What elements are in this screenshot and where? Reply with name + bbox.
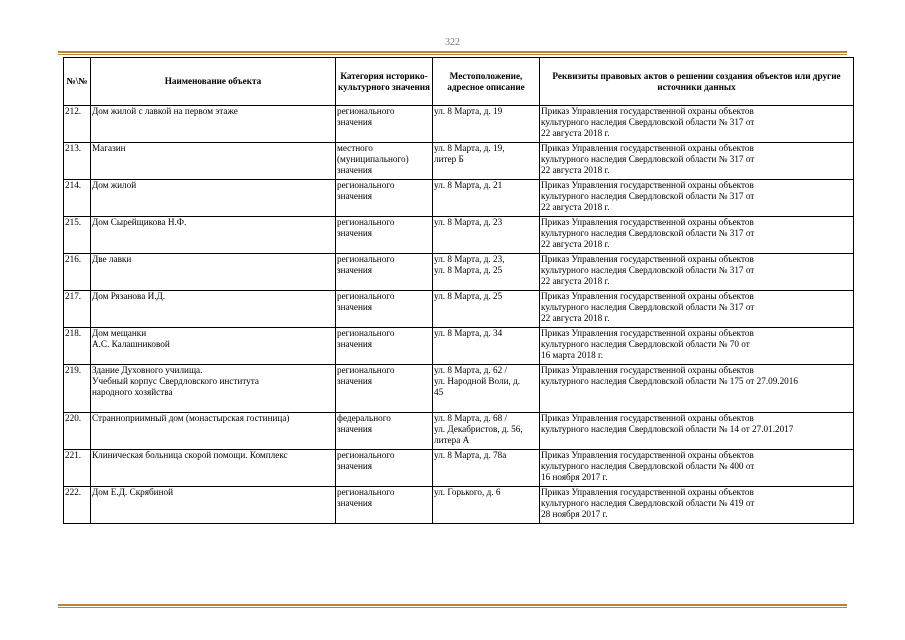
object-location: ул. 8 Марта, д. 21 [433,180,540,217]
header-rule [58,51,847,55]
footer-rule [58,604,847,608]
object-name: Две лавки [91,254,336,291]
object-location: ул. 8 Марта, д. 19 [433,106,540,143]
row-number: 220. [64,413,91,450]
object-name: Магазин [91,143,336,180]
object-name: Здание Духовного училища. Учебный корпус Свердловского института народного хозяйства [91,365,336,413]
legal-act: Приказ Управления государственной охраны объектов культурного наследия Свердловской области № 70 от 16 марта 2018 г. [540,328,854,365]
object-category: регионального значения [336,291,433,328]
row-number: 218. [64,328,91,365]
heritage-objects-table [63,57,854,524]
object-category: местного (муниципального) значения [336,143,433,180]
legal-act: Приказ Управления государственной охраны объектов культурного наследия Свердловской области № 400 от 16 ноября 2017 г. [540,450,854,487]
object-category: регионального значения [336,328,433,365]
row-number: 221. [64,450,91,487]
object-category: регионального значения [336,365,433,413]
legal-act: Приказ Управления государственной охраны объектов культурного наследия Свердловской области № 419 от 28 ноября 2017 г. [540,487,854,524]
object-location: ул. 8 Марта, д. 23 [433,217,540,254]
object-name: Дом Сырейщикова Н.Ф. [91,217,336,254]
object-name: Дом Рязанова И.Д. [91,291,336,328]
table-row [64,180,854,217]
row-number: 215. [64,217,91,254]
object-name: Клиническая больница скорой помощи. Комплекс [91,450,336,487]
legal-act: Приказ Управления государственной охраны объектов культурного наследия Свердловской области № 317 от 22 августа 2018 г. [540,291,854,328]
row-number: 217. [64,291,91,328]
table-row [64,143,854,180]
row-number: 222. [64,487,91,524]
object-category: регионального значения [336,180,433,217]
legal-act: Приказ Управления государственной охраны объектов культурного наследия Свердловской области № 175 от 27.09.2016 [540,365,854,413]
row-number: 212. [64,106,91,143]
object-location: ул. 8 Марта, д. 68 / ул. Декабристов, д. 56, литера А [433,413,540,450]
col-header-number: №\№ [64,58,91,106]
legal-act: Приказ Управления государственной охраны объектов культурного наследия Свердловской области № 317 от 22 августа 2018 г. [540,106,854,143]
object-location: ул. 8 Марта, д. 19, литер Б [433,143,540,180]
object-name: Странноприимный дом (монастырская гостиница) [91,413,336,450]
object-location: ул. 8 Марта, д. 23, ул. 8 Марта, д. 25 [433,254,540,291]
table-row [64,450,854,487]
object-category: регионального значения [336,450,433,487]
legal-act: Приказ Управления государственной охраны объектов культурного наследия Свердловской области № 317 от 22 августа 2018 г. [540,254,854,291]
object-category: регионального значения [336,487,433,524]
object-category: федерального значения [336,413,433,450]
row-number: 219. [64,365,91,413]
object-name: Дом мещанки А.С. Калашниковой [91,328,336,365]
object-category: регионального значения [336,217,433,254]
col-header-legal-acts: Реквизиты правовых актов о решении создания объектов или другие источники данных [540,58,854,106]
object-location: ул. 8 Марта, д. 34 [433,328,540,365]
table-row [64,365,854,413]
legal-act: Приказ Управления государственной охраны объектов культурного наследия Свердловской области № 14 от 27.01.2017 [540,413,854,450]
table-header-row [64,58,854,106]
col-header-location: Местоположение, адресное описание [433,58,540,106]
legal-act: Приказ Управления государственной охраны объектов культурного наследия Свердловской области № 317 от 22 августа 2018 г. [540,143,854,180]
table-row [64,217,854,254]
object-name: Дом Е.Д. Скрябиной [91,487,336,524]
object-name: Дом жилой с лавкой на первом этаже [91,106,336,143]
object-location: ул. 8 Марта, д. 62 / ул. Народной Воли, д. 45 [433,365,540,413]
col-header-category: Категория историко-культурного значения [336,58,433,106]
row-number: 216. [64,254,91,291]
object-location: ул. 8 Марта, д. 78а [433,450,540,487]
col-header-name: Наименование объекта [91,58,336,106]
table-row [64,487,854,524]
object-category: регионального значения [336,106,433,143]
page-number: 322 [445,37,460,48]
object-name: Дом жилой [91,180,336,217]
table-row [64,291,854,328]
object-category: регионального значения [336,254,433,291]
object-location: ул. Горького, д. 6 [433,487,540,524]
legal-act: Приказ Управления государственной охраны объектов культурного наследия Свердловской области № 317 от 22 августа 2018 г. [540,217,854,254]
table-row [64,328,854,365]
row-number: 214. [64,180,91,217]
table-row [64,413,854,450]
object-location: ул. 8 Марта, д. 25 [433,291,540,328]
table-row [64,106,854,143]
row-number: 213. [64,143,91,180]
table-row [64,254,854,291]
legal-act: Приказ Управления государственной охраны объектов культурного наследия Свердловской области № 317 от 22 августа 2018 г. [540,180,854,217]
